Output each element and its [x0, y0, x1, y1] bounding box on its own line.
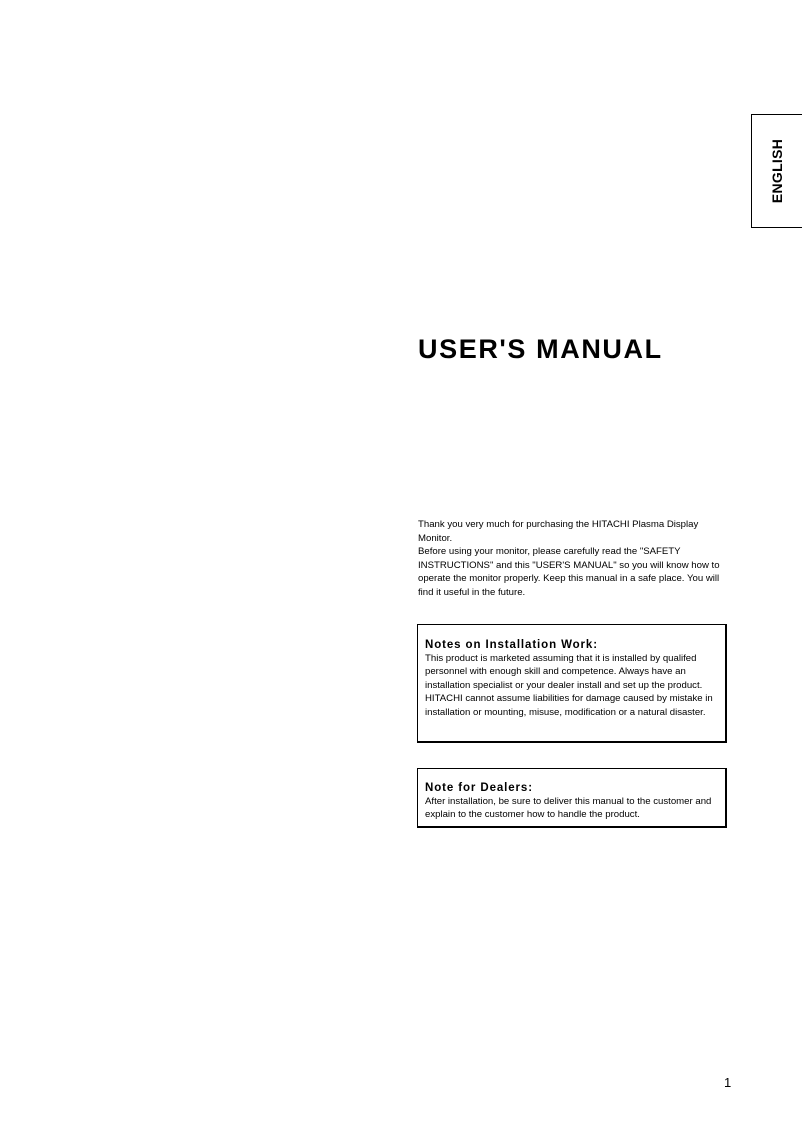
language-tab [751, 114, 802, 228]
intro-paragraph-thanks: Thank you very much for purchasing the HITACHI Plasma Display Monitor. [418, 519, 699, 544]
intro-paragraph-instructions: Before using your monitor, please carefully read the "SAFETY INSTRUCTIONS" and this "USER'S MANUAL" so you will know how to operate the monitor properly. Keep this manual in a safe place. You will find it useful in the future. [418, 546, 720, 598]
language-tab-label: ENGLISH [769, 138, 785, 204]
dealers-note-box [417, 768, 727, 828]
installation-notes-body: This product is marketed assuming that it is installed by qualifed personnel with enough skill and competence. Always have an installation specialist or your dealer install and set up the product. HITACHI cannot assume liabilities for damage caused by mistake in installation or mounting, misuse, modification or a natural disaster. [425, 653, 713, 718]
dealers-note-heading: Note for Dealers: [425, 782, 533, 794]
installation-notes-heading: Notes on Installation Work: [425, 639, 598, 651]
dealers-note-body: After installation, be sure to deliver this manual to the customer and explain to the customer how to handle the product. [425, 796, 712, 821]
intro-text [418, 518, 734, 599]
installation-notes-box [417, 624, 727, 743]
page-number: 1 [724, 1075, 732, 1090]
document-title: USER'S MANUAL [418, 334, 663, 364]
